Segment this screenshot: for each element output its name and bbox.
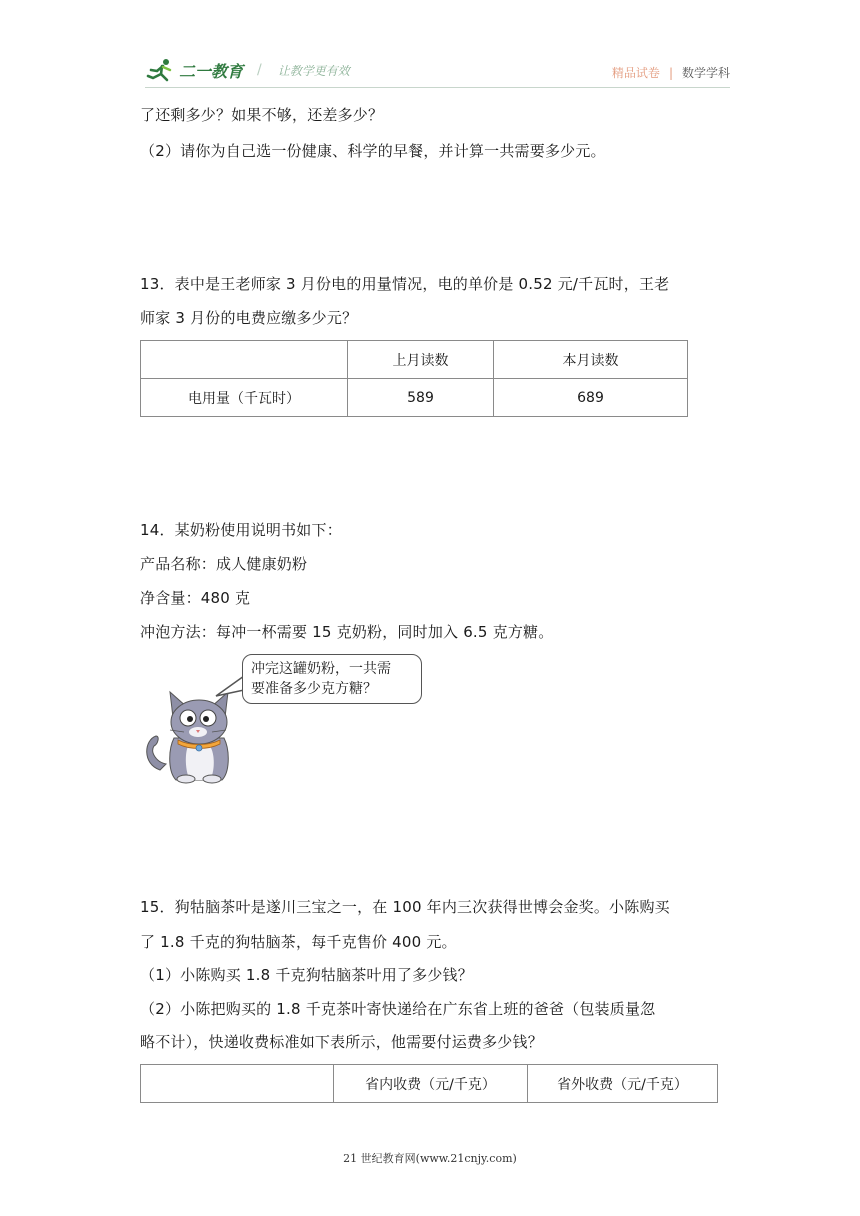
q15-line2: 了 1.8 千克的狗牯脑茶，每千克售价 400 元。 <box>140 933 457 951</box>
table-header-cell: 上月读数 <box>348 341 494 379</box>
q15-line3: （1）小陈购买 1.8 千克狗牯脑茶叶用了多少钱？ <box>140 966 473 984</box>
bubble-line2: 要准备多少克方糖？ <box>251 681 377 697</box>
q13-line1: 13．表中是王老师家 3 月份电的用量情况，电的单价是 0.52 元/千瓦时，王老 <box>140 275 670 293</box>
page-footer: 21 世纪教育网(www.21cnjy.com) <box>343 1152 517 1165</box>
q15-table <box>140 1064 718 1103</box>
speech-bubble <box>242 654 422 704</box>
brand-slogan: 让教学更有效 <box>277 63 350 78</box>
q14-line2: 产品名称：成人健康奶粉 <box>140 555 308 573</box>
q15-line5: 略不计），快递收费标准如下表所示，他需要付运费多少钱？ <box>140 1033 543 1051</box>
runner-logo-icon <box>145 58 175 82</box>
brand-name: 二一教育 <box>179 61 244 81</box>
slogan-divider: / <box>257 62 262 78</box>
table-header-cell <box>141 341 348 379</box>
table-cell: 电用量（千瓦时） <box>141 379 348 417</box>
table-header-cell: 省内收费（元/千克） <box>334 1065 528 1103</box>
header-label-subject: 数学学科 <box>681 66 730 80</box>
q14-line1: 14．某奶粉使用说明书如下： <box>140 521 342 539</box>
table-cell: 689 <box>494 379 688 417</box>
q13-table <box>140 340 688 417</box>
table-header-cell: 省外收费（元/千克） <box>528 1065 718 1103</box>
header-right <box>612 64 730 81</box>
q14-line3: 净含量：480 克 <box>140 589 251 607</box>
page-header <box>145 54 730 88</box>
header-label-quality: 精品试卷 <box>611 66 660 80</box>
q15-line4: （2）小陈把购买的 1.8 千克茶叶寄快递给在广东省上班的爸爸（包装质量忽 <box>140 1000 656 1018</box>
table-header-cell: 本月读数 <box>494 341 688 379</box>
header-separator: | <box>668 65 673 80</box>
table-header-row <box>141 341 688 379</box>
table-header-cell <box>141 1065 334 1103</box>
logo <box>145 58 350 82</box>
q15-line1: 15．狗牯脑茶叶是遂川三宝之一，在 100 年内三次获得世博会金奖。小陈购买 <box>140 898 670 916</box>
q14-line4: 冲泡方法：每冲一杯需要 15 克奶粉，同时加入 6.5 克方糖。 <box>140 623 554 641</box>
table-row <box>141 379 688 417</box>
q13-line2: 师家 3 月份的电费应缴多少元？ <box>140 309 358 327</box>
q12-line2: （2）请你为自己选一份健康、科学的早餐，并计算一共需要多少元。 <box>140 142 606 160</box>
table-header-row <box>141 1065 718 1103</box>
header-rule <box>145 87 730 88</box>
bubble-line1: 冲完这罐奶粉，一共需 <box>251 661 391 677</box>
table-cell: 589 <box>348 379 494 417</box>
q12-line1: 了还剩多少？如果不够，还差多少？ <box>140 106 384 124</box>
